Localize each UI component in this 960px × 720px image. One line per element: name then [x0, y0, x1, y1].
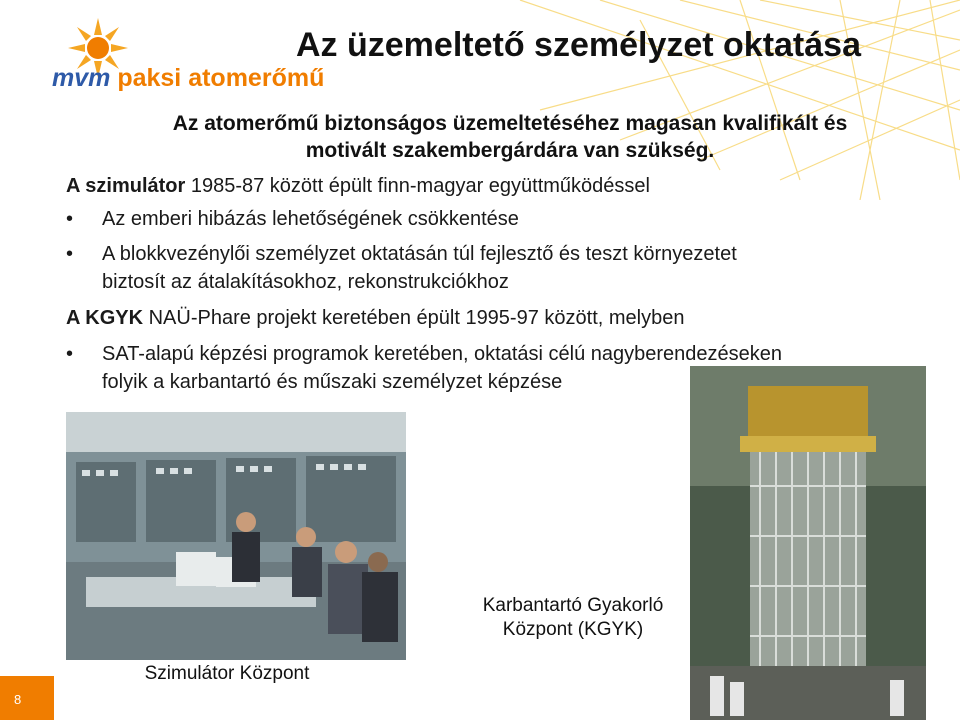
bullet-sat-line-1: SAT-alapú képzési programok keretében, oktatási célú nagyberendezéseken [102, 343, 783, 365]
caption-kgyk-line-1: Karbantartó Gyakorló [482, 595, 664, 616]
paragraph-simulator [66, 173, 650, 200]
bullet-glyph: • [66, 343, 74, 365]
bullet-human-error: Az emberi hibázás lehetőségének csökkentése [102, 208, 519, 230]
bullet-glyph: • [66, 208, 74, 230]
logo-wordmark [52, 64, 324, 93]
page-number-strip [0, 676, 54, 720]
bullet-sat-line-2: folyik a karbantartó és műszaki személyzet képzése [102, 371, 563, 393]
logo-name: paksi atomerőmű [117, 64, 325, 92]
caption-simulator: Szimulátor Központ [144, 663, 310, 684]
bullet-glyph: • [66, 243, 74, 265]
logo-brand: mvm [52, 64, 111, 92]
paragraph-simulator-bold: A szimulátor [66, 175, 186, 197]
caption-kgyk [455, 594, 691, 642]
paragraph-kgyk-bold: A KGYK [66, 307, 144, 329]
caption-kgyk-line-2: Központ (KGYK) [502, 619, 644, 640]
paragraph-simulator-text: 1985-87 között épült finn-magyar együttműködéssel [185, 175, 650, 197]
slide-subtitle [60, 110, 960, 164]
page-number: 8 [14, 692, 22, 707]
maintenance-training-photo [690, 366, 926, 720]
subtitle-line-2: motivált szakembergárdára van szükség. [305, 139, 715, 162]
slide-title: Az üzemeltető személyzet oktatása [296, 26, 861, 64]
bullet-control-room-line-1: A blokkvezénylői személyzet oktatásán túl fejlesztő és teszt környezetet [102, 243, 737, 265]
simulator-control-room-photo [66, 412, 406, 660]
paragraph-kgyk [66, 305, 684, 332]
subtitle-line-1: Az atomerőmű biztonságos üzemeltetéséhez magasan kvalifikált és [172, 112, 848, 135]
bullet-control-room-line-2: biztosít az átalakításokhoz, rekonstrukciókhoz [102, 271, 509, 293]
paragraph-kgyk-text: NAÜ-Phare projekt keretében épült 1995-97 között, melyben [143, 307, 685, 329]
